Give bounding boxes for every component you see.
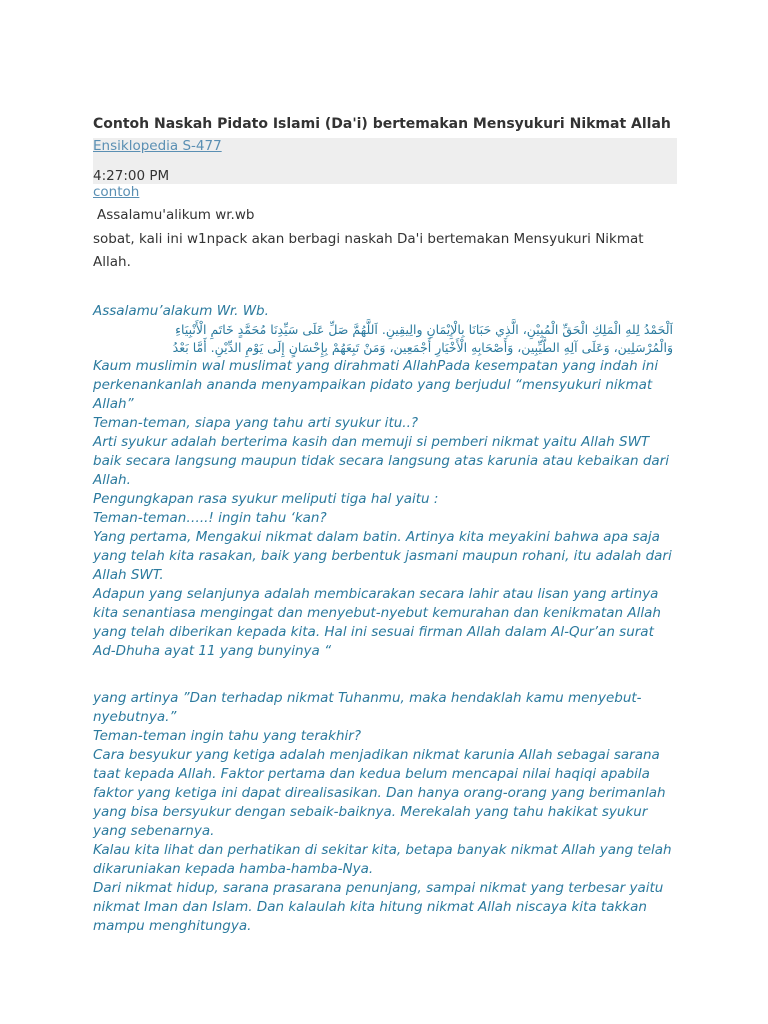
- label-link[interactable]: contoh: [93, 184, 140, 200]
- speech-opening: Assalamu’alakum Wr. Wb.: [93, 303, 269, 319]
- article: [93, 114, 677, 936]
- post-meta: [93, 138, 677, 184]
- spacer: [93, 661, 677, 689]
- speech-paragraph: Cara besyukur yang ketiga adalah menjadikan nikmat karunia Allah sebagai sarana taat kepada Allah. Faktor pertama dan kedua belum mencapai nilai haqiqi apabila faktor yang ketiga ini dapat direalisasikan. Dan hanya orang-orang yang berimanlah yang bisa bersyukur dengan sebaik-baiknya. Merekalah yang tahu hakikat syukur yang sebenarnya.: [93, 747, 666, 839]
- speech-paragraph: Teman-teman, siapa yang tahu arti syukur itu..?: [93, 415, 419, 431]
- speech-paragraph: Arti syukur adalah berterima kasih dan memuji si pemberi nikmat yaitu Allah SWT baik secara langsung maupun tidak secara langsung atas karunia atau kebaikan dari Allah.: [93, 434, 669, 488]
- speech-paragraph: Adapun yang selanjunya adalah membicarakan secara lahir atau lisan yang artinya kita senantiasa mengingat dan menyebut-nyebut kemurahan dan kenikmatan Allah yang telah diberikan kepada kita. Hal ini sesuai firman Allah dalam Al-Qur’an surat Ad-Dhuha ayat 11 yang bunyinya “: [93, 586, 661, 659]
- speech-paragraph: Dari nikmat hidup, sarana prasarana penunjang, sampai nikmat yang terbesar yaitu nikmat Iman dan Islam. Dan kalaulah kita hitung nikmat Allah niscaya kita takkan mampu menghitungya.: [93, 880, 664, 934]
- arabic-line-1: اَلْحَمْدُ لِلهِ الْمَلِكِ الْحَقِّ الْمُبِيْنِ، الَّذِي حَبَانَا بِالْإِيْمَانِ والِيقِينِ. اَللَّهُمَّ صَلِّ عَلَى سَيِّدِنَا مُحَمَّدٍ خَاتَمِ الْأَنْبِيَاءِ: [175, 322, 673, 337]
- speech-paragraph: yang artinya ”Dan terhadap nikmat Tuhanmu, maka hendaklah kamu menyebut-nyebutnya.”: [93, 690, 642, 725]
- speech-paragraph: Pengungkapan rasa syukur meliputi tiga hal yaitu :: [93, 491, 439, 507]
- speech-paragraph: Teman-teman…..! ingin tahu ‘kan?: [93, 510, 327, 526]
- speech-paragraph: Teman-teman ingin tahu yang terakhir?: [93, 728, 361, 744]
- intro-text: sobat, kali ini w1npack akan berbagi naskah Da'i bertemakan Mensyukuri Nikmat Allah.: [93, 231, 644, 270]
- source-link[interactable]: Ensiklopedia S-477: [93, 138, 222, 154]
- speech-paragraph: Kaum muslimin wal muslimat yang dirahmati AllahPada kesempatan yang indah ini perkenankanlah ananda menyampaikan pidato yang berjudul “mensyukuri nikmat Allah”: [93, 358, 659, 412]
- post-time: 4:27:00 PM: [93, 168, 170, 184]
- speech-paragraph: Kalau kita lihat dan perhatikan di sekitar kita, betapa banyak nikmat Allah yang telah dikaruniakan kepada hamba-hamba-Nya.: [93, 842, 672, 877]
- page-title: Contoh Naskah Pidato Islami (Da'i) bertemakan Mensyukuri Nikmat Allah: [93, 116, 671, 132]
- speech-paragraph: Yang pertama, Mengakui nikmat dalam batin. Artinya kita meyakini bahwa apa saja yang telah kita rasakan, baik yang berbentuk jasmani maupun rohani, itu adalah dari Allah SWT.: [93, 529, 672, 583]
- greeting: Assalamu'alikum wr.wb: [97, 207, 255, 223]
- speech-body: [93, 302, 677, 936]
- arabic-line-2: وَالْمُرْسَلِين، وَعَلَى آلِهِ الطَّيِّبِين، وَأَصْحَابِهِ الْأَخْيَارِ أَجْمَعِين، وَمَنْ تَبِعَهُمْ بِإِحْسَانٍ إِلَى يَوْمِ الدِّيْنِ. أَمَّا بَعْدُ: [172, 340, 673, 355]
